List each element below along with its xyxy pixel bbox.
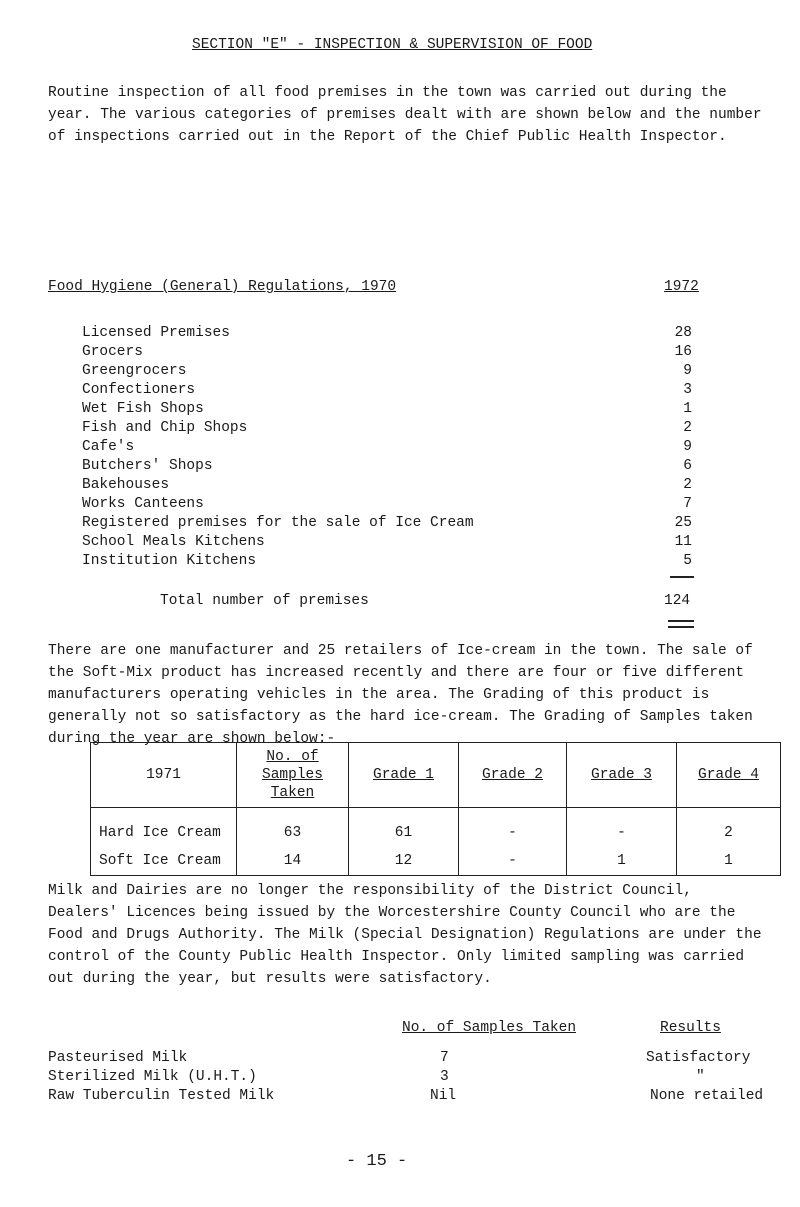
list-item (82, 514, 692, 533)
header-grade-1: Grade 1 (349, 743, 459, 808)
year-heading: 1972 (664, 279, 699, 295)
premises-count: 16 (674, 344, 692, 360)
premises-count: 11 (674, 534, 692, 550)
premises-label: Institution Kitchens (82, 553, 257, 569)
list-item (82, 438, 692, 457)
total-label: Total number of premises (160, 593, 369, 609)
list-item (82, 362, 692, 381)
premises-label: Cafe's (82, 439, 135, 455)
milk-row-samples: 7 (440, 1050, 449, 1066)
premises-count: 2 (683, 477, 692, 493)
premises-list (82, 324, 692, 571)
cell-samples: 14 (237, 847, 349, 876)
list-item (82, 552, 692, 571)
milk-header-results: Results (660, 1020, 721, 1036)
intro-paragraph: Routine inspection of all food premises in the town was carried out during the year. The various categories of premises dealt with are shown below and the number of inspections carried out in the Report of the Chief Public Health Inspector. (48, 85, 762, 145)
header-year: 1971 (91, 743, 237, 808)
premises-label: Bakehouses (82, 477, 170, 493)
premises-label: Registered premises for the sale of Ice Cream (82, 515, 474, 531)
cell-grade-1: 12 (349, 847, 459, 876)
cell-grade-1: 61 (349, 808, 459, 848)
list-item (82, 400, 692, 419)
cell-grade-2: - (459, 808, 567, 848)
premises-label: Confectioners (82, 382, 196, 398)
header-grade-3: Grade 3 (567, 743, 677, 808)
list-item (82, 343, 692, 362)
list-item (82, 476, 692, 495)
premises-count: 3 (683, 382, 692, 398)
premises-label: Works Canteens (82, 496, 204, 512)
grading-table (90, 742, 781, 876)
premises-count: 25 (674, 515, 692, 531)
premises-label: Grocers (82, 344, 143, 360)
milk-row-label: Sterilized Milk (U.H.T.) (48, 1069, 257, 1085)
cell-grade-2: - (459, 847, 567, 876)
total-count: 124 (664, 593, 691, 609)
milk-row-result: " (696, 1069, 705, 1085)
table-row (91, 847, 781, 876)
premises-label: Fish and Chip Shops (82, 420, 248, 436)
premises-count: 6 (683, 458, 692, 474)
total-rule-2 (668, 626, 694, 628)
regulations-heading: Food Hygiene (General) Regulations, 1970 (48, 279, 397, 295)
list-item (82, 381, 692, 400)
milk-paragraph: Milk and Dairies are no longer the responsibility of the District Council, Dealers' Licences being issued by the Worcestershire County Council who are the Food and Drugs Authority. The Milk (Special Designation) Regulations are under the control of the County Public Health Inspector. Only limited sampling was carried out during the year, but results were satisfactory. (48, 883, 762, 987)
table-header-row (91, 743, 781, 808)
list-item (82, 419, 692, 438)
table-row (91, 808, 781, 848)
milk-row-samples: 3 (440, 1069, 449, 1085)
premises-count: 28 (674, 325, 692, 341)
header-grade-2: Grade 2 (459, 743, 567, 808)
cell-samples: 63 (237, 808, 349, 848)
cell-grade-3: - (567, 808, 677, 848)
milk-row-label: Pasteurised Milk (48, 1050, 188, 1066)
row-label: Soft Ice Cream (91, 847, 237, 876)
premises-count: 2 (683, 420, 692, 436)
section-title: SECTION "E" - INSPECTION & SUPERVISION OF FOOD (192, 37, 593, 53)
cell-grade-4: 2 (677, 808, 781, 848)
premises-count: 7 (683, 496, 692, 512)
header-samples-taken: No. of Samples Taken (237, 743, 349, 808)
list-item (82, 533, 692, 552)
cell-grade-3: 1 (567, 847, 677, 876)
ice-cream-paragraph: There are one manufacturer and 25 retailers of Ice-cream in the town. The sale of the Soft-Mix product has increased recently and there are four or five different manufacturers operating vehicles in the area. The Grading of this product is generally not so satisfactory as the hard ice-cream. The Grading of Samples taken during the year are shown below:- (48, 643, 753, 747)
page-number: - 15 - (346, 1152, 408, 1171)
premises-label: Licensed Premises (82, 325, 230, 341)
list-item (82, 324, 692, 343)
premises-count: 1 (683, 401, 692, 417)
list-item (82, 457, 692, 476)
milk-row-samples: Nil (430, 1088, 457, 1104)
total-rule-1 (668, 620, 694, 622)
premises-label: School Meals Kitchens (82, 534, 265, 550)
premises-count: 5 (683, 553, 692, 569)
milk-row-result: Satisfactory (646, 1050, 751, 1066)
premises-label: Greengrocers (82, 363, 187, 379)
premises-label: Butchers' Shops (82, 458, 213, 474)
row-label: Hard Ice Cream (91, 808, 237, 848)
cell-grade-4: 1 (677, 847, 781, 876)
milk-header-samples: No. of Samples Taken (402, 1020, 577, 1036)
list-item (82, 495, 692, 514)
subtotal-rule (670, 576, 694, 578)
milk-row-result: None retailed (650, 1088, 764, 1104)
premises-count: 9 (683, 363, 692, 379)
premises-label: Wet Fish Shops (82, 401, 204, 417)
milk-row-label: Raw Tuberculin Tested Milk (48, 1088, 275, 1104)
premises-count: 9 (683, 439, 692, 455)
header-grade-4: Grade 4 (677, 743, 781, 808)
